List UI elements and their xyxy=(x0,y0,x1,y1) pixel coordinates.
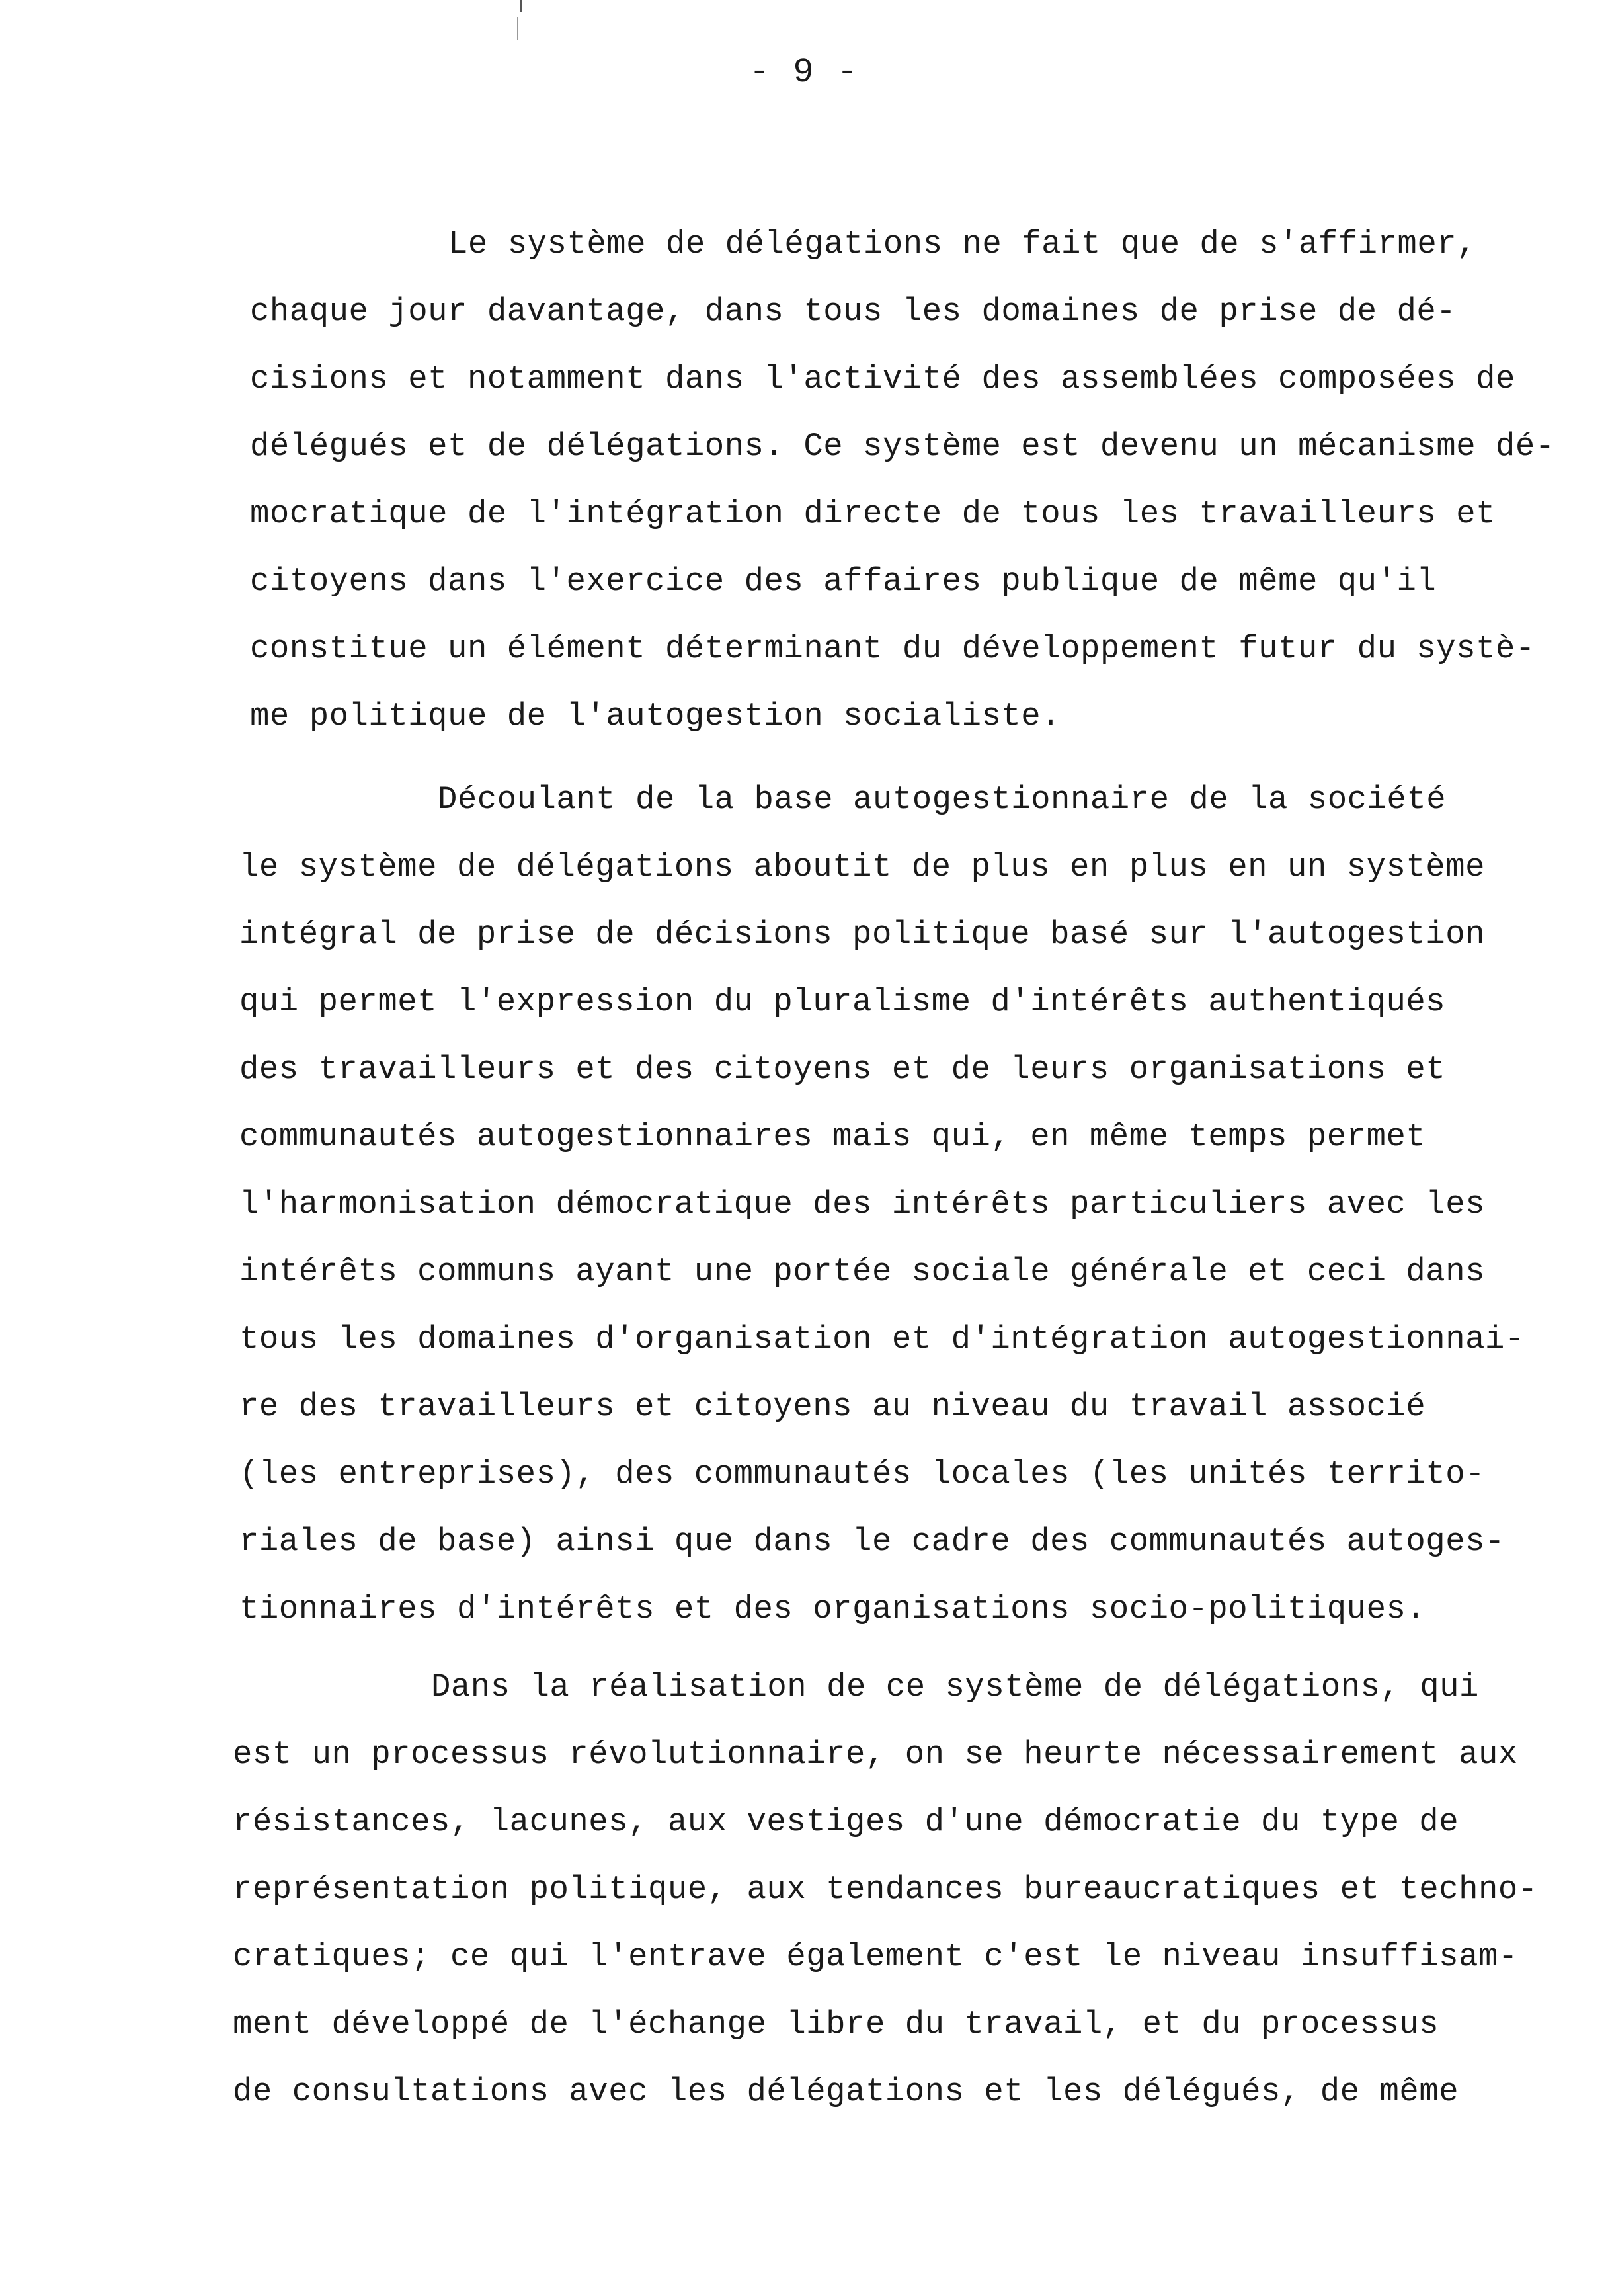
text-line: de consultations avec les délégations et les délégués, de même xyxy=(233,2073,1459,2110)
text-line: riales de base) ainsi que dans le cadre des communautés autoges- xyxy=(239,1523,1505,1560)
text-line: tionnaires d'intérêts et des organisations socio-politiques. xyxy=(239,1590,1426,1627)
page-number: - 9 - xyxy=(748,53,860,92)
paragraph-1 xyxy=(250,210,1608,750)
text-line: est un processus révolutionnaire, on se heurte nécessairement aux xyxy=(233,1736,1518,1773)
text-line: cratiques; ce qui l'entrave également c'est le niveau insuffisam- xyxy=(233,1938,1518,1975)
text-line: intégral de prise de décisions politique basé sur l'autogestion xyxy=(239,916,1486,953)
text-line: mocratique de l'intégration directe de tous les travailleurs et xyxy=(250,495,1496,532)
text-line: re des travailleurs et citoyens au niveau du travail associé xyxy=(239,1388,1426,1425)
text-line: me politique de l'autogestion socialiste. xyxy=(250,698,1061,735)
text-line: représentation politique, aux tendances bureaucratiques et techno- xyxy=(233,1871,1538,1908)
text-line: qui permet l'expression du pluralisme d'intérêts authentiqués xyxy=(239,983,1446,1020)
text-line: Découlant de la base autogestionnaire de la société xyxy=(438,781,1447,818)
paragraph-3 xyxy=(233,1653,1595,2125)
text-line: ment développé de l'échange libre du travail, et du processus xyxy=(233,2006,1439,2043)
text-line: cisions et notamment dans l'activité des assemblées composées de xyxy=(250,360,1515,397)
text-line: résistances, lacunes, aux vestiges d'une démocratie du type de xyxy=(233,1803,1459,1840)
paragraph-2 xyxy=(239,766,1601,1643)
scan-mark xyxy=(520,0,522,12)
text-line: (les entreprises), des communautés locales (les unités territo- xyxy=(239,1456,1486,1493)
text-line: Dans la réalisation de ce système de délégations, qui xyxy=(431,1668,1479,1705)
text-line: tous les domaines d'organisation et d'intégration autogestionnai- xyxy=(239,1321,1525,1358)
text-line: constitue un élément déterminant du développement futur du systè- xyxy=(250,630,1535,667)
text-line: intérêts communs ayant une portée sociale générale et ceci dans xyxy=(239,1253,1486,1290)
text-line: l'harmonisation démocratique des intérêts particuliers avec les xyxy=(239,1186,1486,1223)
text-line: chaque jour davantage, dans tous les domaines de prise de dé- xyxy=(250,293,1457,330)
text-line: le système de délégations aboutit de plus en plus en un système xyxy=(239,848,1486,885)
text-line: Le système de délégations ne fait que de s'affirmer, xyxy=(448,226,1477,263)
text-line: communautés autogestionnaires mais qui, en même temps permet xyxy=(239,1118,1426,1155)
text-line: des travailleurs et des citoyens et de leurs organisations et xyxy=(239,1051,1446,1088)
text-line: citoyens dans l'exercice des affaires publique de même qu'il xyxy=(250,563,1437,600)
scan-mark xyxy=(517,17,518,40)
text-line: délégués et de délégations. Ce système est devenu un mécanisme dé- xyxy=(250,428,1555,465)
